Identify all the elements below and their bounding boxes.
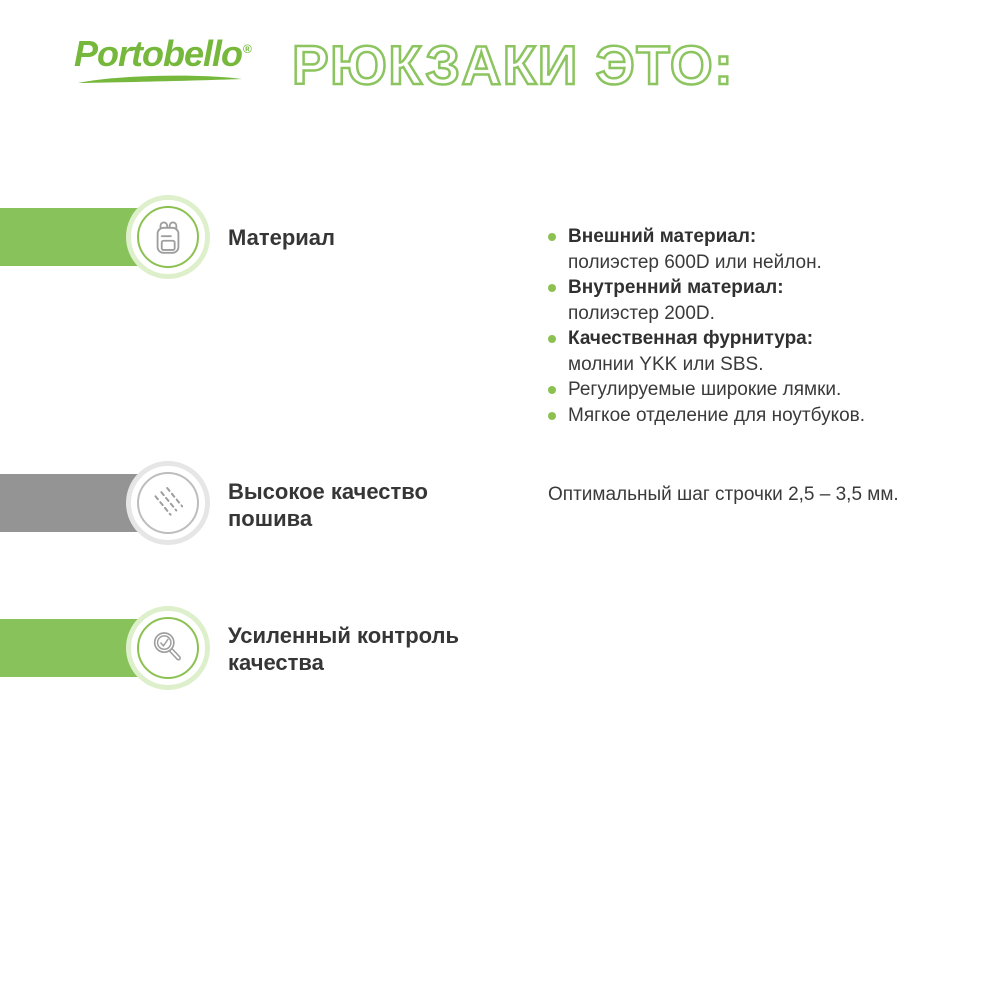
material-details-list [548,224,968,428]
list-item [548,326,968,352]
section-label-sewing-quality: Высокое качество пошива [228,479,428,531]
list-item-text: Мягкое отделение для ноутбуков. [568,404,866,426]
list-item [548,275,968,301]
magnifier-check-icon [148,628,188,668]
section-badge-material [126,195,210,279]
brand-name-text: Portobello [74,33,242,74]
list-item-text: Регулируемые широкие лямки. [568,379,842,400]
list-item-text: Внутренний материал: [568,277,784,298]
section-label-material: Материал [228,225,336,250]
list-item [548,352,968,378]
page-title: РЮКЗАКИ ЭТО: [292,34,735,96]
bullet-dot-icon [548,412,556,420]
backpack-icon [148,217,188,257]
section-badge-sewing-quality [126,461,210,545]
list-item-text: Внешний материал: [568,226,757,247]
list-item [548,224,968,250]
list-item [548,377,968,403]
list-item [548,250,968,276]
list-item-text: полиэстер 200D. [568,302,715,324]
bullet-dot-icon [548,233,556,241]
bullet-dot-icon [548,335,556,343]
section-label-quality-control: Усиленный контроль качества [228,623,460,675]
list-item-text: молнии YKK или SBS. [568,353,764,375]
list-item [548,403,968,429]
bullet-dot-icon [548,386,556,394]
brand-name [74,34,254,74]
stitching-icon [148,483,188,523]
sewing-note: Оптимальный шаг строчки 2,5 – 3,5 мм. [548,484,899,505]
list-item-text: Качественная фурнитура: [568,328,814,349]
section-badge-quality-control [126,606,210,690]
badge-inner-ring [137,206,199,268]
badge-inner-ring [137,472,199,534]
list-item [548,301,968,327]
brand-logo [74,34,254,86]
badge-inner-ring [137,617,199,679]
registered-mark: ® [243,42,251,56]
bullet-dot-icon [548,284,556,292]
list-item-text: полиэстер 600D или нейлон. [568,251,822,273]
